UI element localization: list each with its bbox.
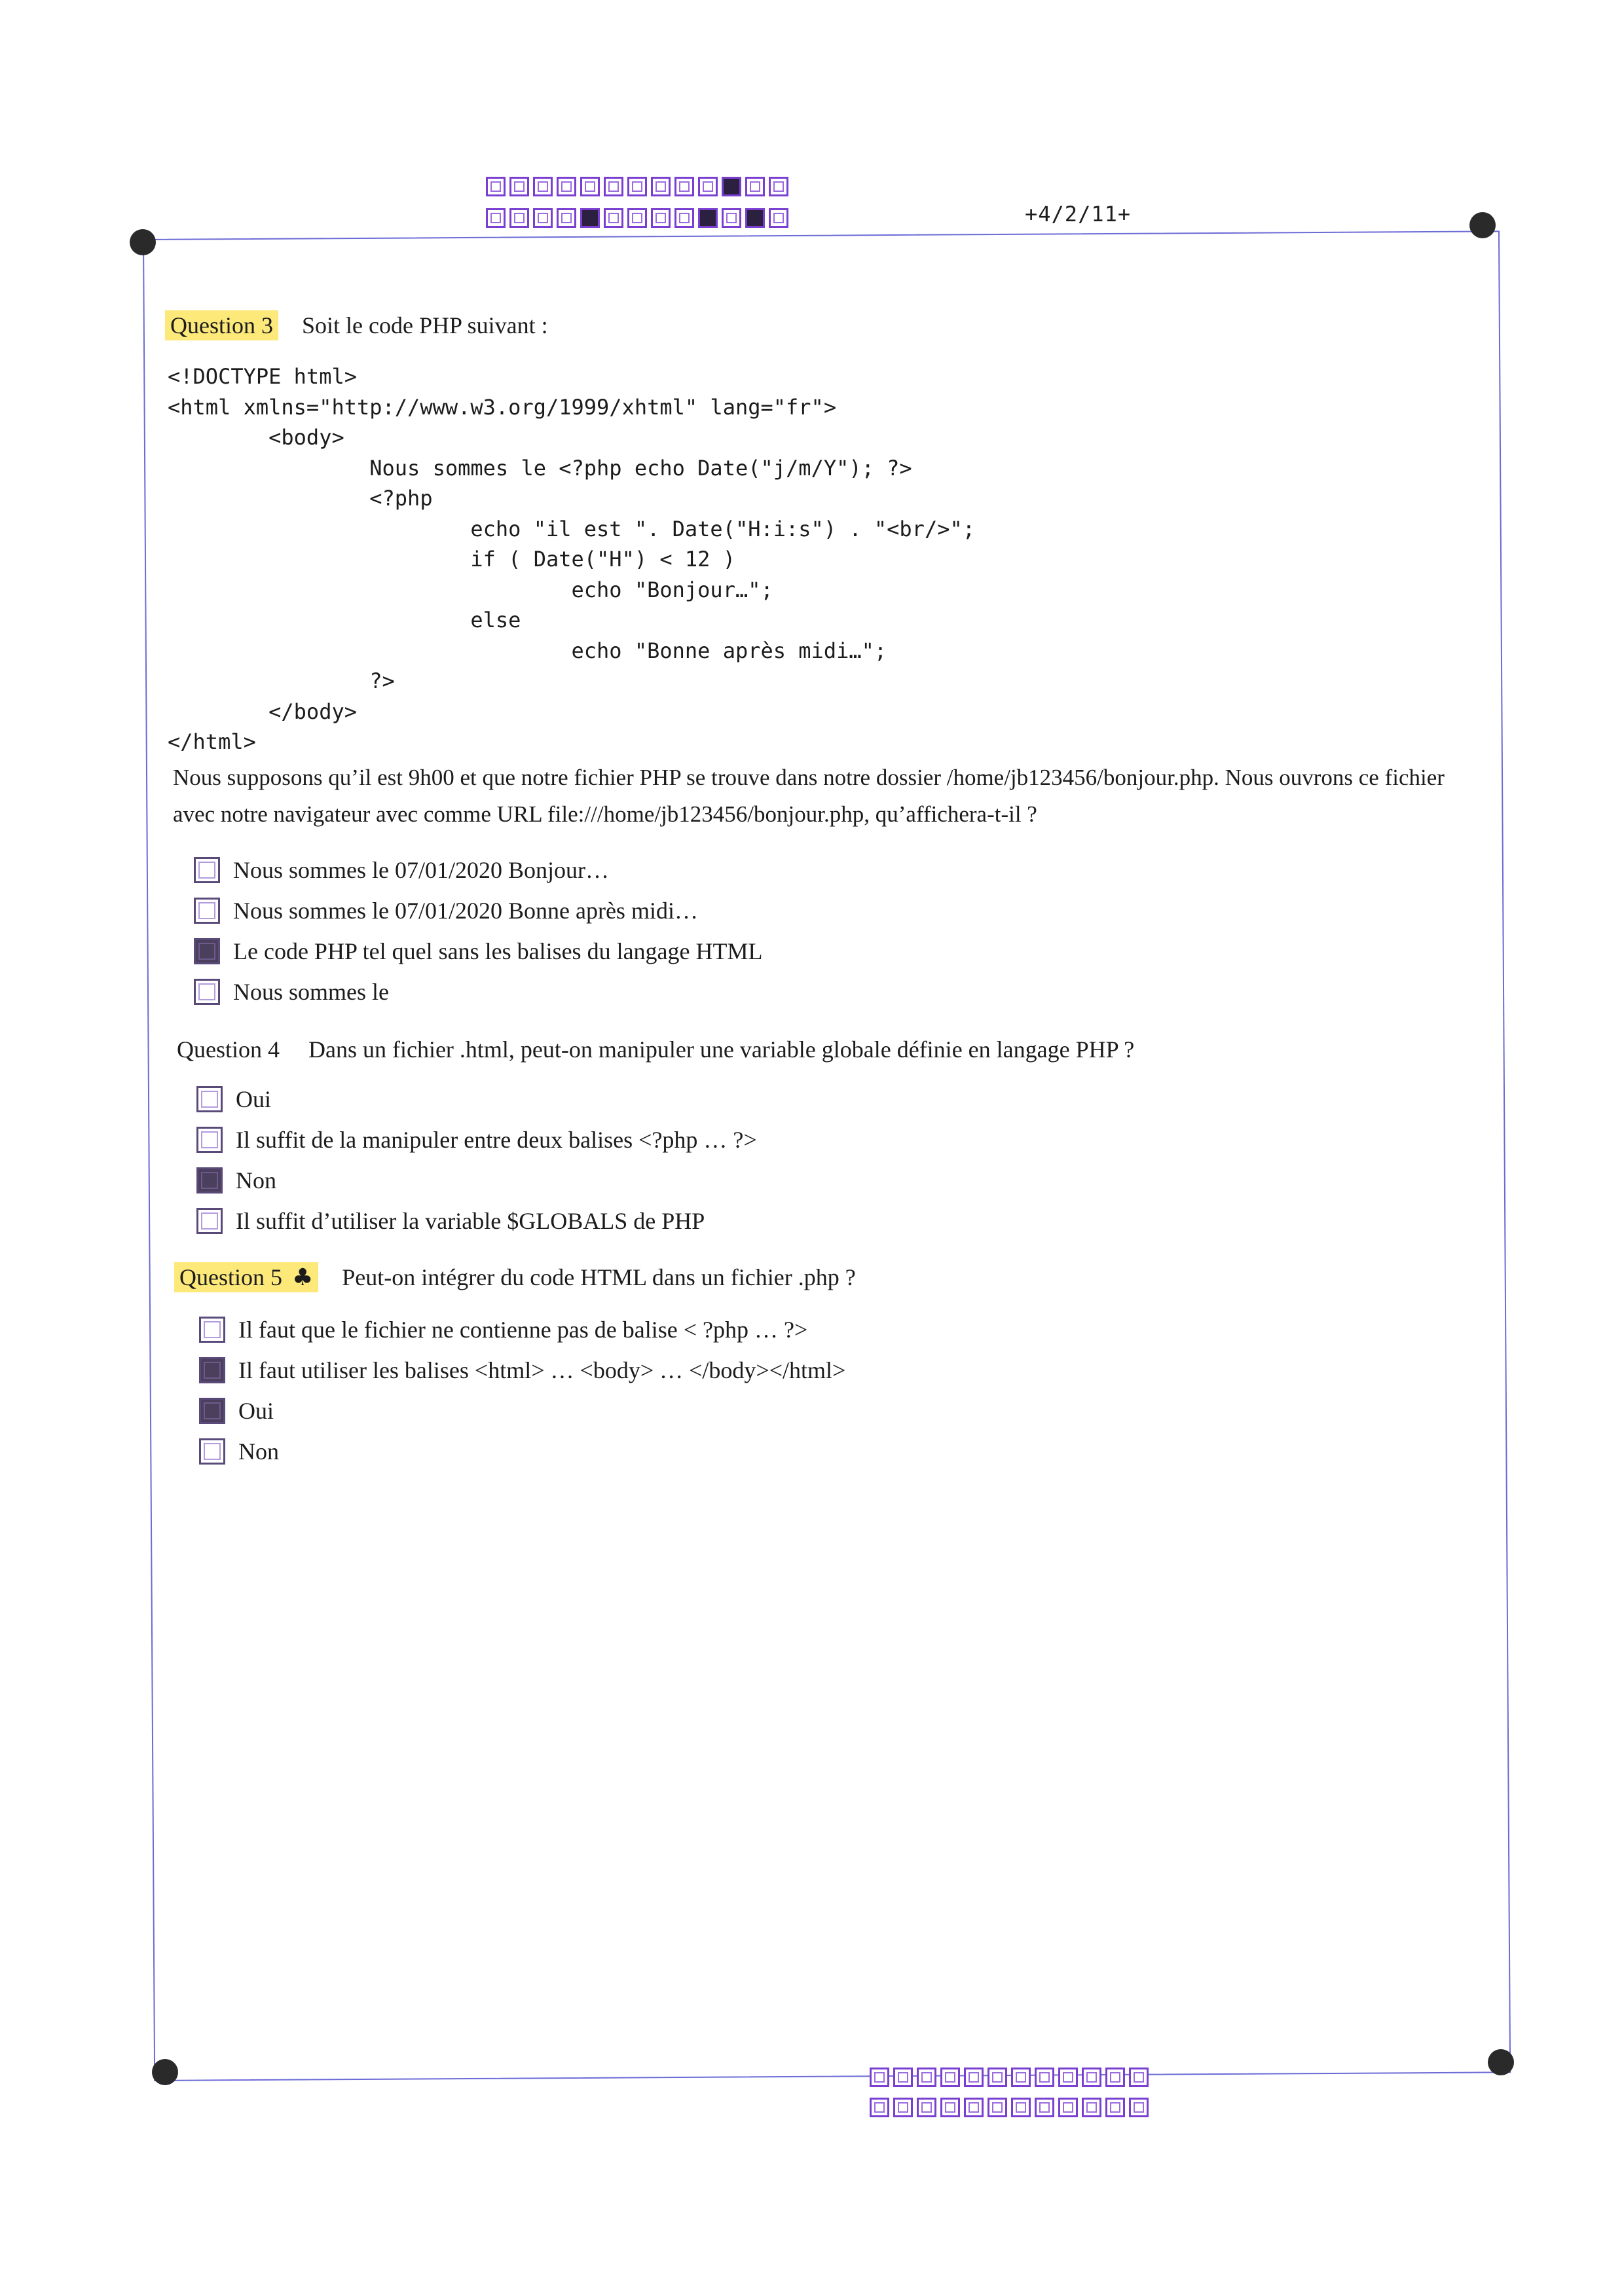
question-5-header [174, 1262, 856, 1292]
question-4-label: Question 4 [177, 1036, 280, 1063]
php-code-block [168, 361, 975, 757]
code-line: <!DOCTYPE html> [168, 364, 357, 389]
code-line: <?php [168, 486, 433, 511]
code-line: </body> [168, 699, 357, 724]
code-line: <html xmlns="http://www.w3.org/1999/xhtml" lang="fr"> [168, 394, 837, 420]
answer-text: Il suffit d’utiliser la variable $GLOBALS de PHP [236, 1208, 705, 1234]
club-icon: ♣ [292, 1264, 314, 1291]
question-5-label-text: Question 5 [179, 1264, 282, 1290]
answer-text: Il faut utiliser les balises <html> … <body> … </body></html> [238, 1357, 846, 1383]
bottom-code-strip-2 [870, 2098, 1153, 2117]
answer-checkbox[interactable] [199, 1317, 225, 1343]
code-line: </html> [168, 729, 256, 754]
top-code-strip-1 [486, 177, 792, 196]
corner-mark-bottom-left [152, 2059, 178, 2085]
answer-text: Nous sommes le 07/01/2020 Bonne après midi… [233, 898, 698, 924]
code-line: Nous sommes le <?php echo Date("j/m/Y"); ?> [168, 455, 912, 481]
answer-text: Le code PHP tel quel sans les balises du langage HTML [233, 938, 763, 964]
answer-text: Il suffit de la manipuler entre deux balises <?php … ?> [236, 1127, 757, 1153]
answer-option[interactable] [199, 1309, 845, 1350]
question-4-header [172, 1034, 1134, 1065]
answer-option[interactable] [194, 972, 763, 1012]
question-3-prompt: Soit le code PHP suivant : [302, 312, 548, 338]
answer-option[interactable] [199, 1350, 845, 1391]
corner-mark-bottom-right [1488, 2049, 1514, 2075]
question-3-header [165, 310, 548, 340]
answer-text: Nous sommes le [233, 979, 389, 1005]
question-5-answers [199, 1309, 845, 1472]
answer-option[interactable] [194, 890, 763, 931]
bottom-code-strip-1 [870, 2068, 1153, 2087]
code-line: echo "Bonne après midi…"; [168, 638, 887, 663]
answer-checkbox[interactable] [196, 1127, 223, 1153]
answer-option[interactable] [196, 1160, 757, 1201]
answer-option[interactable] [199, 1391, 845, 1431]
answer-checkbox-checked[interactable] [194, 938, 220, 964]
answer-checkbox-checked[interactable] [196, 1167, 223, 1194]
answer-checkbox[interactable] [194, 857, 220, 883]
code-line: else [168, 608, 521, 632]
question-3-label: Question 3 [165, 310, 278, 340]
question-5-label [174, 1262, 318, 1292]
top-code-strip-2 [486, 208, 792, 228]
code-line: ?> [168, 668, 395, 693]
corner-mark-top-right [1469, 212, 1496, 238]
answer-checkbox-checked[interactable] [199, 1398, 225, 1424]
answer-option[interactable] [194, 931, 763, 972]
answer-text: Non [238, 1438, 279, 1465]
answer-text: Il faut que le fichier ne contienne pas de balise < ?php … ?> [238, 1317, 808, 1343]
code-line: if ( Date("H") < 12 ) [168, 547, 735, 572]
answer-option[interactable] [196, 1079, 757, 1120]
question-4-prompt: Dans un fichier .html, peut-on manipuler une variable globale définie en langage PHP ? [308, 1036, 1135, 1063]
question-5-prompt: Peut-on intégrer du code HTML dans un fichier .php ? [342, 1264, 856, 1290]
question-3-answers [194, 850, 763, 1012]
answer-text: Oui [236, 1086, 271, 1112]
answer-text: Nous sommes le 07/01/2020 Bonjour… [233, 857, 609, 883]
corner-mark-top-left [130, 229, 156, 255]
answer-checkbox-checked[interactable] [199, 1357, 225, 1383]
answer-checkbox[interactable] [194, 898, 220, 924]
question-4-answers [196, 1079, 757, 1241]
answer-checkbox[interactable] [199, 1438, 225, 1465]
answer-option[interactable] [194, 850, 763, 890]
answer-checkbox[interactable] [194, 979, 220, 1005]
page-identifier: +4/2/11+ [1025, 202, 1132, 227]
answer-text: Oui [238, 1398, 274, 1424]
answer-option[interactable] [196, 1201, 757, 1241]
code-line: echo "Bonjour…"; [168, 577, 773, 602]
answer-text: Non [236, 1167, 276, 1194]
code-line: <body> [168, 425, 344, 450]
question-3-statement: Nous supposons qu’il est 9h00 et que notre fichier PHP se trouve dans notre dossier /home/jb123456/bonjour.php. Nous ouvrons ce fichier avec notre navigateur avec comme URL file:///home/jb123456/bonjour.php, qu’affichera-t-il ? [173, 765, 1445, 827]
answer-option[interactable] [199, 1431, 845, 1472]
answer-checkbox[interactable] [196, 1086, 223, 1112]
answer-option[interactable] [196, 1120, 757, 1160]
answer-checkbox[interactable] [196, 1208, 223, 1234]
code-line: echo "il est ". Date("H:i:s") . "<br/>"; [168, 516, 975, 541]
